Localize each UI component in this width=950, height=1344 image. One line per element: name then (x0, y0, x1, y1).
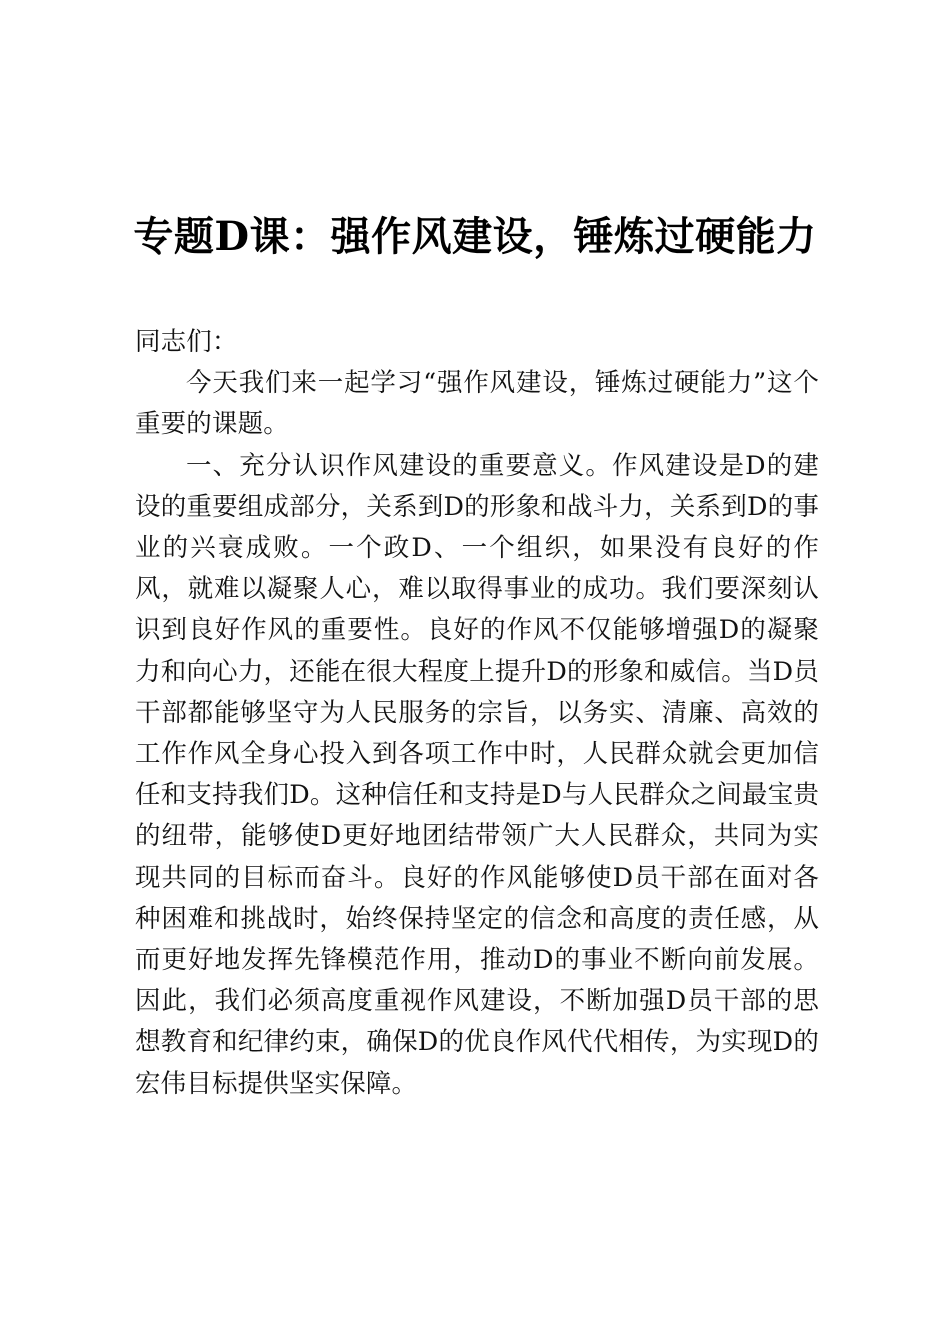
page-title: 专题D课：强作风建设，锤炼过硬能力 (133, 212, 817, 260)
salutation-line: 同志们： (135, 327, 238, 357)
document-body (135, 322, 819, 1105)
body-paragraph-1: 今天我们来一起学习“强作风建设，锤炼过硬能力”这个重要的课题。 (135, 368, 819, 440)
body-paragraph-2: 一、充分认识作风建设的重要意义。作风建设是D的建设的重要组成部分，关系到D的形象和战斗力，关系到D的事业的兴衰成败。一个政D、一个组织，如果没有良好的作风，就难以凝聚人心，难以取得事业的成功。我们要深刻认识到良好作风的重要性。良好的作风不仅能够增强D的凝聚力和向心力，还能在很大程度上提升D的形象和威信。当D员干部都能够坚守为人民服务的宗旨，以务实、清廉、高效的工作作风全身心投入到各项工作中时，人民群众就会更加信任和支持我们D。这种信任和支持是D与人民群众之间最宝贵的纽带，能够使D更好地团结带领广大人民群众，共同为实现共同的目标而奋斗。良好的作风能够使D员干部在面对各种困难和挑战时，始终保持坚定的信念和高度的责任感，从而更好地发挥先锋模范作用，推动D的事业不断向前发展。因此，我们必须高度重视作风建设，不断加强D员干部的思想教育和纪律约束，确保D的优良作风代代相传，为实现D的宏伟目标提供坚实保障。 (135, 450, 819, 1099)
